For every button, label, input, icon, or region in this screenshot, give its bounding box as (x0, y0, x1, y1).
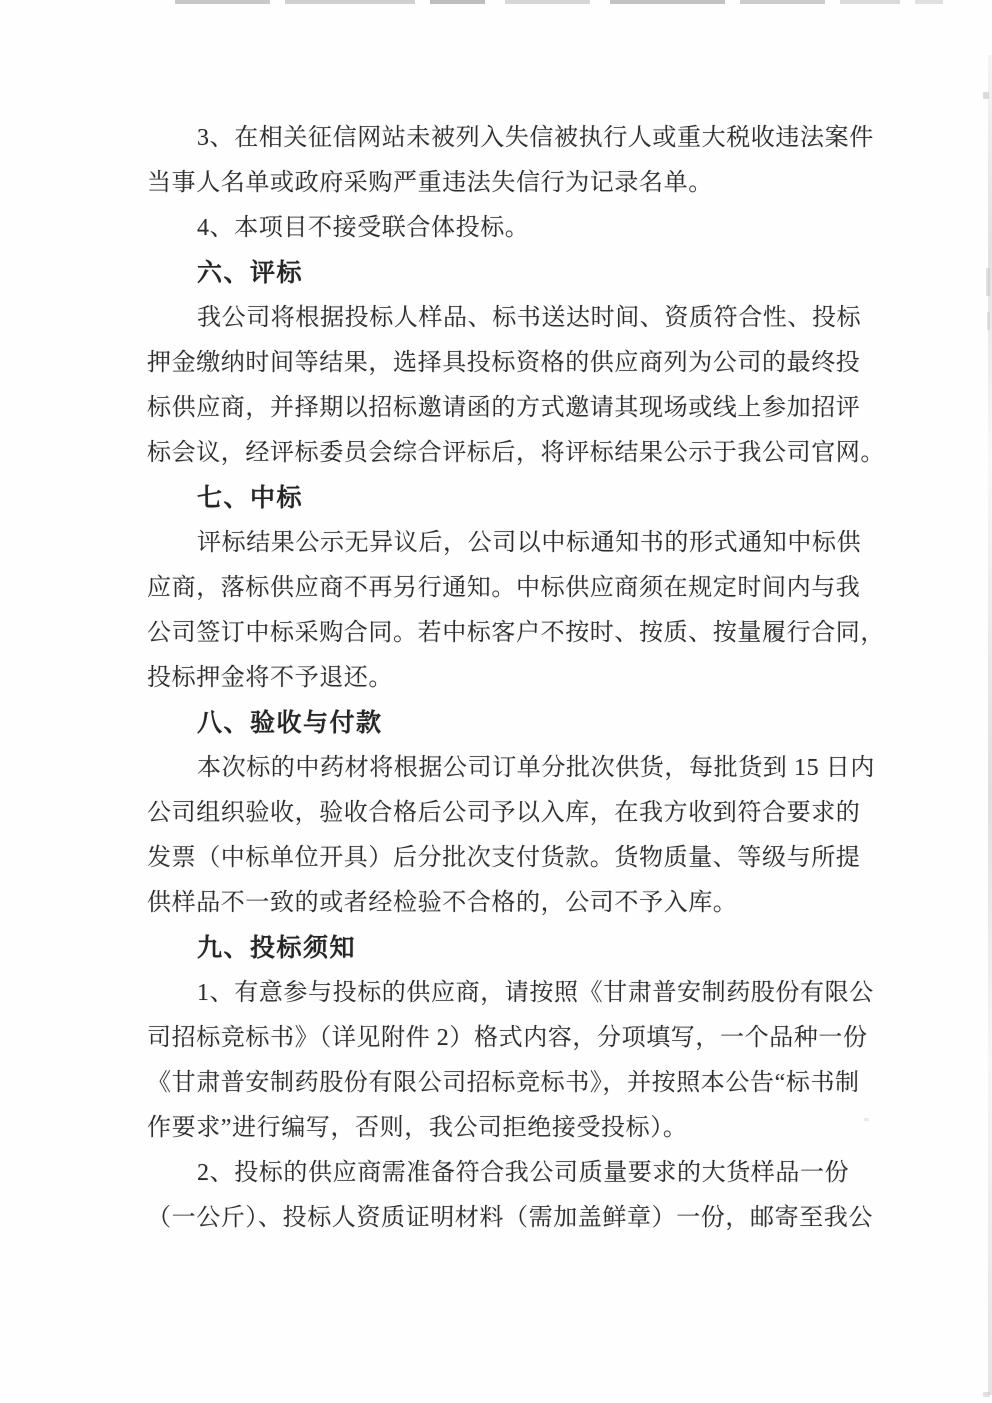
document-body (147, 116, 885, 1241)
text-line: 3、在相关征信网站未被列入失信被执行人或重大税收违法案件 (197, 125, 874, 151)
text-line: 我公司将根据投标人样品、标书送达时间、资质符合性、投标 (197, 305, 862, 331)
scan-artifact (988, 55, 992, 1395)
scan-artifact (983, 92, 989, 99)
section-heading-acceptance-payment: 八、验收与付款 (197, 709, 383, 737)
text-line: 4、本项目不接受联合体投标。 (197, 215, 530, 241)
scan-artifact (987, 312, 990, 330)
scan-artifact (285, 0, 415, 4)
text-line: 1、有意参与投标的供应商，请按照《甘肃普安制药股份有限公 (197, 980, 874, 1006)
text-line: 《甘肃普安制药股份有限公司招标竞标书》，并按照本公告“标书制 (147, 1070, 860, 1096)
text-line: 标供应商，并择期以招标邀请函的方式邀请其现场或线上参加招评 (147, 395, 861, 421)
text-line: 司招标竞标书》（详见附件 2）格式内容，分项填写，一个品种一份 (147, 1025, 868, 1051)
text-line: 发票（中标单位开具）后分批次支付货款。货物质量、等级与所提 (147, 845, 861, 871)
text-line: 应商，落标供应商不再另行通知。中标供应商须在规定时间内与我 (147, 575, 861, 601)
text-line: 作要求”进行编写，否则，我公司拒绝接受投标）。 (147, 1115, 688, 1141)
text-line: 投标押金将不予退还。 (147, 665, 393, 691)
text-line: 供样品不一致的或者经检验不合格的，公司不予入库。 (147, 890, 738, 916)
text-line: 评标结果公示无异议后，公司以中标通知书的形式通知中标供 (197, 530, 862, 556)
section-heading-bidding-notes: 九、投标须知 (197, 934, 357, 962)
scan-artifact (505, 0, 590, 4)
scan-artifact (740, 0, 825, 4)
text-line: 公司组织验收，验收合格后公司予以入库，在我方收到符合要求的 (147, 800, 861, 826)
text-line: 2、投标的供应商需准备符合我公司质量要求的大货样品一份 (197, 1160, 850, 1186)
text-line: （一公斤）、投标人资质证明材料（需加盖鲜章）一份，邮寄至我公 (147, 1205, 873, 1231)
scan-artifact (840, 0, 900, 4)
text-line: 标会议，经评标委员会综合评标后，将评标结果公示于我公司官网。 (147, 440, 885, 466)
scan-artifact (986, 268, 990, 296)
scan-artifact (915, 0, 943, 4)
scan-artifact (430, 0, 485, 4)
section-heading-evaluation: 六、评标 (197, 259, 304, 287)
text-line: 公司签订中标采购合同。若中标客户不按时、按质、按量履行合同， (147, 620, 885, 646)
text-line: 当事人名单或政府采购严重违法失信行为记录名单。 (147, 170, 713, 196)
text-line: 押金缴纳时间等结果，选择具投标资格的供应商列为公司的最终投 (147, 350, 861, 376)
scan-artifact (983, 1392, 990, 1397)
text-line: 本次标的中药材将根据公司订单分批次供货，每批货到 15 日内 (197, 755, 875, 781)
section-heading-award: 七、中标 (197, 484, 304, 512)
scan-artifact (175, 0, 270, 4)
scan-artifact (610, 0, 725, 4)
